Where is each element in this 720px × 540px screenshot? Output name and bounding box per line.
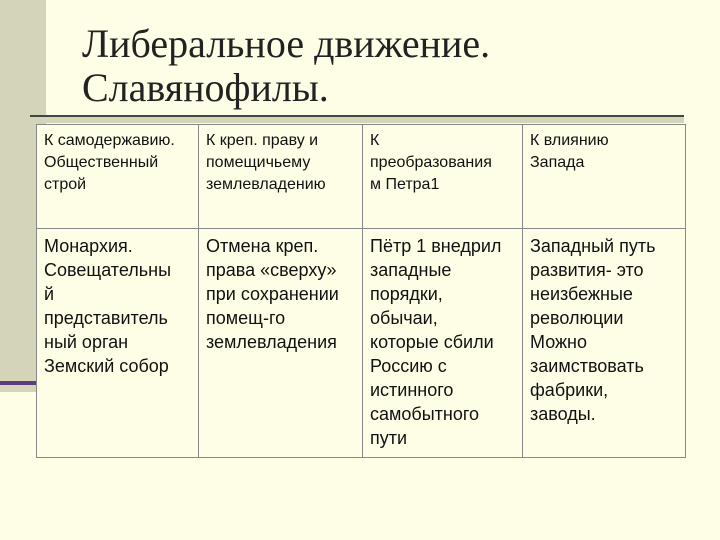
cell-line: Запада bbox=[530, 154, 585, 171]
title-underline bbox=[30, 115, 684, 117]
title-underline-shadow bbox=[40, 117, 684, 123]
cell-line: К bbox=[370, 132, 380, 149]
cell-line: Пётр 1 внедрил bbox=[370, 236, 502, 256]
cell-line: м Петра1 bbox=[370, 176, 440, 193]
title-line-2: Славянофилы. bbox=[82, 65, 329, 110]
cell-line: развития- это bbox=[530, 260, 644, 280]
cell-line: западные bbox=[370, 260, 452, 280]
header-cell-serfdom bbox=[199, 125, 363, 229]
cell-line: права «сверху» bbox=[206, 260, 337, 280]
cell-line: самобытного bbox=[370, 404, 480, 424]
slide-title bbox=[82, 22, 490, 110]
cell-line: Россию с bbox=[370, 356, 447, 376]
cell-monarchy bbox=[37, 229, 199, 458]
cell-line: К самодержавию. bbox=[44, 132, 175, 149]
cell-line: преобразования bbox=[370, 154, 492, 171]
table-row bbox=[37, 229, 686, 458]
cell-line: порядки, bbox=[370, 284, 443, 304]
cell-line: Можно bbox=[530, 332, 587, 352]
comparison-table bbox=[36, 124, 686, 458]
cell-line: представитель bbox=[44, 308, 168, 328]
cell-line: Отмена креп. bbox=[206, 236, 319, 256]
cell-line: Совещательны bbox=[44, 260, 172, 280]
header-cell-west-influence bbox=[523, 125, 686, 229]
cell-line: заимствовать bbox=[530, 356, 644, 376]
cell-line: фабрики, bbox=[530, 380, 609, 400]
cell-line: строй bbox=[44, 176, 87, 193]
cell-abolition bbox=[199, 229, 363, 458]
cell-line: землевладению bbox=[206, 176, 326, 193]
cell-line: Общественный bbox=[44, 154, 159, 171]
cell-line: землевладения bbox=[206, 332, 337, 352]
cell-line: которые сбили bbox=[370, 332, 494, 352]
cell-line: при сохранении bbox=[206, 284, 339, 304]
cell-line: пути bbox=[370, 428, 408, 448]
cell-peter bbox=[363, 229, 523, 458]
cell-line: Земский собор bbox=[44, 356, 169, 376]
cell-line: ный орган bbox=[44, 332, 129, 352]
cell-line: Западный путь bbox=[530, 236, 656, 256]
table-header-row bbox=[37, 125, 686, 229]
cell-line: неизбежные bbox=[530, 284, 633, 304]
header-cell-autocracy bbox=[37, 125, 199, 229]
cell-line: обычаи, bbox=[370, 308, 438, 328]
cell-line: К влиянию bbox=[530, 132, 609, 149]
cell-line: й bbox=[44, 284, 55, 304]
cell-line: революции bbox=[530, 308, 624, 328]
cell-line: помещичьему bbox=[206, 154, 311, 171]
cell-west bbox=[523, 229, 686, 458]
cell-line: помещ-го bbox=[206, 308, 286, 328]
cell-line: Монархия. bbox=[44, 236, 133, 256]
cell-line: заводы. bbox=[530, 404, 596, 424]
title-line-1: Либеральное движение. bbox=[82, 21, 491, 66]
cell-line: К креп. праву и bbox=[206, 132, 319, 149]
cell-line: истинного bbox=[370, 380, 454, 400]
header-cell-peter-reforms bbox=[363, 125, 523, 229]
